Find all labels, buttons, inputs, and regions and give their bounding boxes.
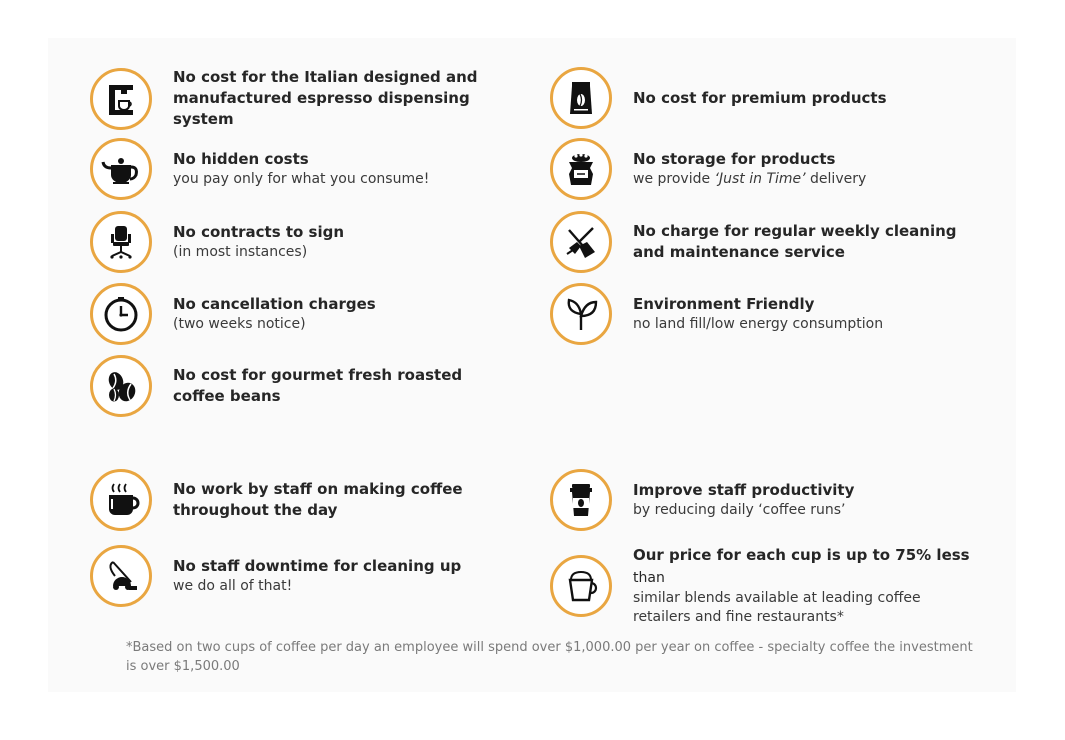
benefit-premium-products: [550, 67, 993, 129]
benefit-subtitle: you pay only for what you consume!: [173, 171, 430, 187]
subtitle-suffix: delivery: [805, 171, 867, 187]
benefit-subtitle: [633, 170, 993, 189]
benefit-title: No cancellation charges: [173, 295, 376, 313]
footnote: *Based on two cups of coffee per day an employee will spend over $1,000.00 per year on coffee - specialty coffee the investment is over $1,500.00: [126, 640, 973, 674]
benefit-subtitle: (in most instances): [173, 244, 308, 260]
benefit-environment: [550, 283, 993, 345]
vacuum-cleaner-icon: [90, 545, 152, 607]
leaf-icon: [550, 283, 612, 345]
benefit-title: No cost for gourmet fresh roasted coffee beans: [173, 366, 463, 405]
benefit-title: No charge for regular weekly cleaning and maintenance service: [633, 222, 957, 261]
espresso-machine-icon: [90, 68, 152, 130]
price-headline: Our price for each cup is up to 75% less: [633, 546, 970, 564]
benefit-title: No cost for the Italian designed and manufactured espresso dispensing system: [173, 68, 478, 128]
subtitle-emphasis: ‘Just in Time’: [714, 171, 806, 187]
benefit-staff-work: [90, 469, 513, 531]
benefit-title: [633, 545, 993, 589]
benefit-title: No storage for products: [633, 150, 836, 168]
coffee-sack-icon: [550, 138, 612, 200]
benefit-title: No contracts to sign: [173, 223, 345, 241]
benefit-title: Environment Friendly: [633, 295, 815, 313]
benefit-staff-downtime: [90, 545, 513, 607]
benefit-storage: [550, 138, 993, 200]
benefit-cleaning: [550, 211, 993, 273]
benefit-title: No cost for premium products: [633, 88, 887, 107]
benefit-subtitle: we do all of that!: [173, 578, 293, 594]
benefit-price: [550, 545, 993, 627]
benefit-title: No work by staff on making coffee throughout the day: [173, 480, 463, 519]
benefit-subtitle: (two weeks notice): [173, 316, 306, 332]
takeaway-cup-icon: [550, 469, 612, 531]
benefit-coffee-beans: [90, 355, 513, 417]
benefit-hidden-costs: [90, 138, 513, 200]
benefit-productivity: [550, 469, 993, 531]
broom-icon: [550, 211, 612, 273]
price-headline-tail: than: [633, 570, 665, 586]
hot-mug-icon: [90, 469, 152, 531]
clock-icon: [90, 283, 152, 345]
benefit-espresso-system: [90, 67, 513, 130]
benefit-title: Improve staff productivity: [633, 481, 855, 499]
benefit-subtitle: no land fill/low energy consumption: [633, 316, 884, 332]
teapot-icon: [90, 138, 152, 200]
benefit-contracts: [90, 211, 513, 273]
coffee-bag-icon: [550, 67, 612, 129]
benefit-title: No staff downtime for cleaning up: [173, 557, 462, 575]
office-chair-icon: [90, 211, 152, 273]
benefit-title: No hidden costs: [173, 150, 309, 168]
benefit-subtitle: similar blends available at leading coffee retailers and fine restaurants*: [633, 590, 921, 625]
benefit-cancellation: [90, 283, 513, 345]
cappuccino-cup-icon: [550, 555, 612, 617]
benefit-subtitle: by reducing daily ‘coffee runs’: [633, 502, 846, 518]
coffee-beans-icon: [90, 355, 152, 417]
subtitle-prefix: we provide: [633, 171, 715, 187]
